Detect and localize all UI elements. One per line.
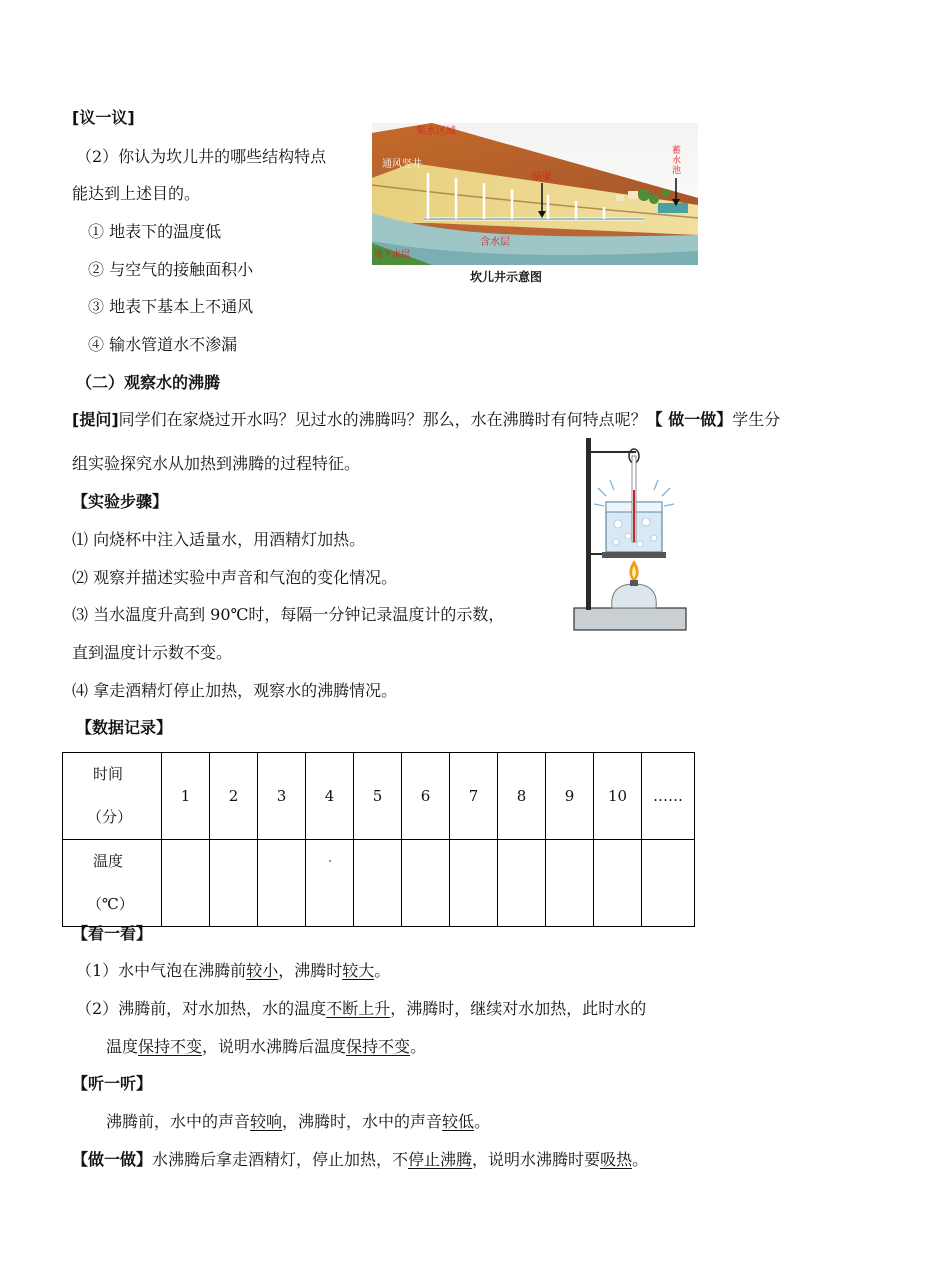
ask-text: 同学们在家烧过开水吗？见过水的沸腾吗？那么，水在沸腾时有何特点呢？ xyxy=(118,410,647,429)
section2-ask-line xyxy=(72,410,780,430)
discuss-question-line1: （2）你认为坎儿井的哪些结构特点 xyxy=(76,147,327,166)
temp-cell-10[interactable] xyxy=(594,840,642,927)
temp-cell-2[interactable] xyxy=(210,840,258,927)
step-3: ⑶ 当水温度升高到 90℃时，每隔一分钟记录温度计的示数， xyxy=(72,605,505,624)
table-col-3: 3 xyxy=(258,753,306,840)
look-heading: 【看一看】 xyxy=(72,924,153,943)
table-col-more: …… xyxy=(642,753,695,840)
table-col-9: 9 xyxy=(546,753,594,840)
table-col-10: 10 xyxy=(594,753,642,840)
temp-cell-4[interactable] xyxy=(306,840,354,927)
steps-heading: 【实验步骤】 xyxy=(72,492,169,511)
step-2: ⑵ 观察并描述实验中声音和气泡的变化情况。 xyxy=(72,568,398,587)
table-temp-header: 温度 （℃） xyxy=(63,840,162,927)
temp-cell-6[interactable] xyxy=(402,840,450,927)
discuss-option-2: ② 与空气的接触面积小 xyxy=(88,260,254,279)
karez-diagram xyxy=(372,123,698,288)
karez-label-pool-3: 池 xyxy=(672,166,682,176)
temp-cell-9[interactable] xyxy=(546,840,594,927)
data-table xyxy=(62,752,695,927)
ask-tag: [提问] xyxy=(72,410,119,429)
karez-label-pool-1: 蓄 xyxy=(672,146,682,156)
discuss-option-1: ① 地表下的温度低 xyxy=(88,222,222,241)
listen-line: 沸腾前，水中的声音较响，沸腾时，水中的声音较低。 xyxy=(106,1112,491,1131)
table-col-5: 5 xyxy=(354,753,402,840)
karez-label-shaft: 通风竖井 xyxy=(382,159,422,170)
discuss-option-4: ④ 输水管道水不渗漏 xyxy=(88,335,238,354)
temp-cell-5[interactable] xyxy=(354,840,402,927)
do-tag: 【 做一做】 xyxy=(646,410,733,429)
discuss-question-line2: 能达到上述目的。 xyxy=(72,184,201,203)
temp-cell-more[interactable] xyxy=(642,840,695,927)
temp-cell-7[interactable] xyxy=(450,840,498,927)
table-col-4: 4 xyxy=(306,753,354,840)
temp-cell-8[interactable] xyxy=(498,840,546,927)
step-3-continued: 直到温度计示数不变。 xyxy=(72,643,233,662)
temp-cell-3[interactable] xyxy=(258,840,306,927)
karez-label-channel: 暗渠 xyxy=(532,172,552,183)
table-col-2: 2 xyxy=(210,753,258,840)
boiling-apparatus-diagram xyxy=(566,432,690,637)
karez-label-groundwater: 地下水层 xyxy=(374,250,411,260)
table-col-7: 7 xyxy=(450,753,498,840)
karez-label-aquifer: 含水层 xyxy=(480,237,510,248)
section2-do-text-2: 组实验探究水从加热到沸腾的过程特征。 xyxy=(72,454,361,473)
temp-cell-1[interactable] xyxy=(162,840,210,927)
look-line-1: （1）水中气泡在沸腾前较小，沸腾时较大。 xyxy=(76,961,391,980)
table-row-time xyxy=(63,753,695,840)
table-col-8: 8 xyxy=(498,753,546,840)
look-line-2: （2）沸腾前，对水加热，水的温度不断上升，沸腾时，继续对水加热，此时水的 xyxy=(76,999,647,1018)
section2-title: （二）观察水的沸腾 xyxy=(76,373,221,392)
do-text-1: 学生分 xyxy=(732,410,781,429)
look-line-3: 温度保持不变，说明水沸腾后温度保持不变。 xyxy=(106,1037,427,1056)
discuss-heading: [议一议] xyxy=(72,108,135,127)
table-row-temp xyxy=(63,840,695,927)
step-4: ⑷ 拿走酒精灯停止加热，观察水的沸腾情况。 xyxy=(72,681,398,700)
record-heading: 【数据记录】 xyxy=(76,718,173,737)
step-1: ⑴ 向烧杯中注入适量水，用酒精灯加热。 xyxy=(72,530,366,549)
table-col-1: 1 xyxy=(162,753,210,840)
karez-label-catchment: 集水区域 xyxy=(416,126,456,137)
karez-label-pool-2: 水 xyxy=(672,156,682,166)
karez-caption: 坎儿井示意图 xyxy=(470,270,543,284)
discuss-option-3: ③ 地表下基本上不通风 xyxy=(88,297,254,316)
listen-heading: 【听一听】 xyxy=(72,1074,153,1093)
do2-line: 【做一做】水沸腾后拿走酒精灯，停止加热，不停止沸腾，说明水沸腾时要吸热。 xyxy=(72,1150,649,1169)
table-col-6: 6 xyxy=(402,753,450,840)
table-time-header: 时间 （分） xyxy=(63,753,162,840)
